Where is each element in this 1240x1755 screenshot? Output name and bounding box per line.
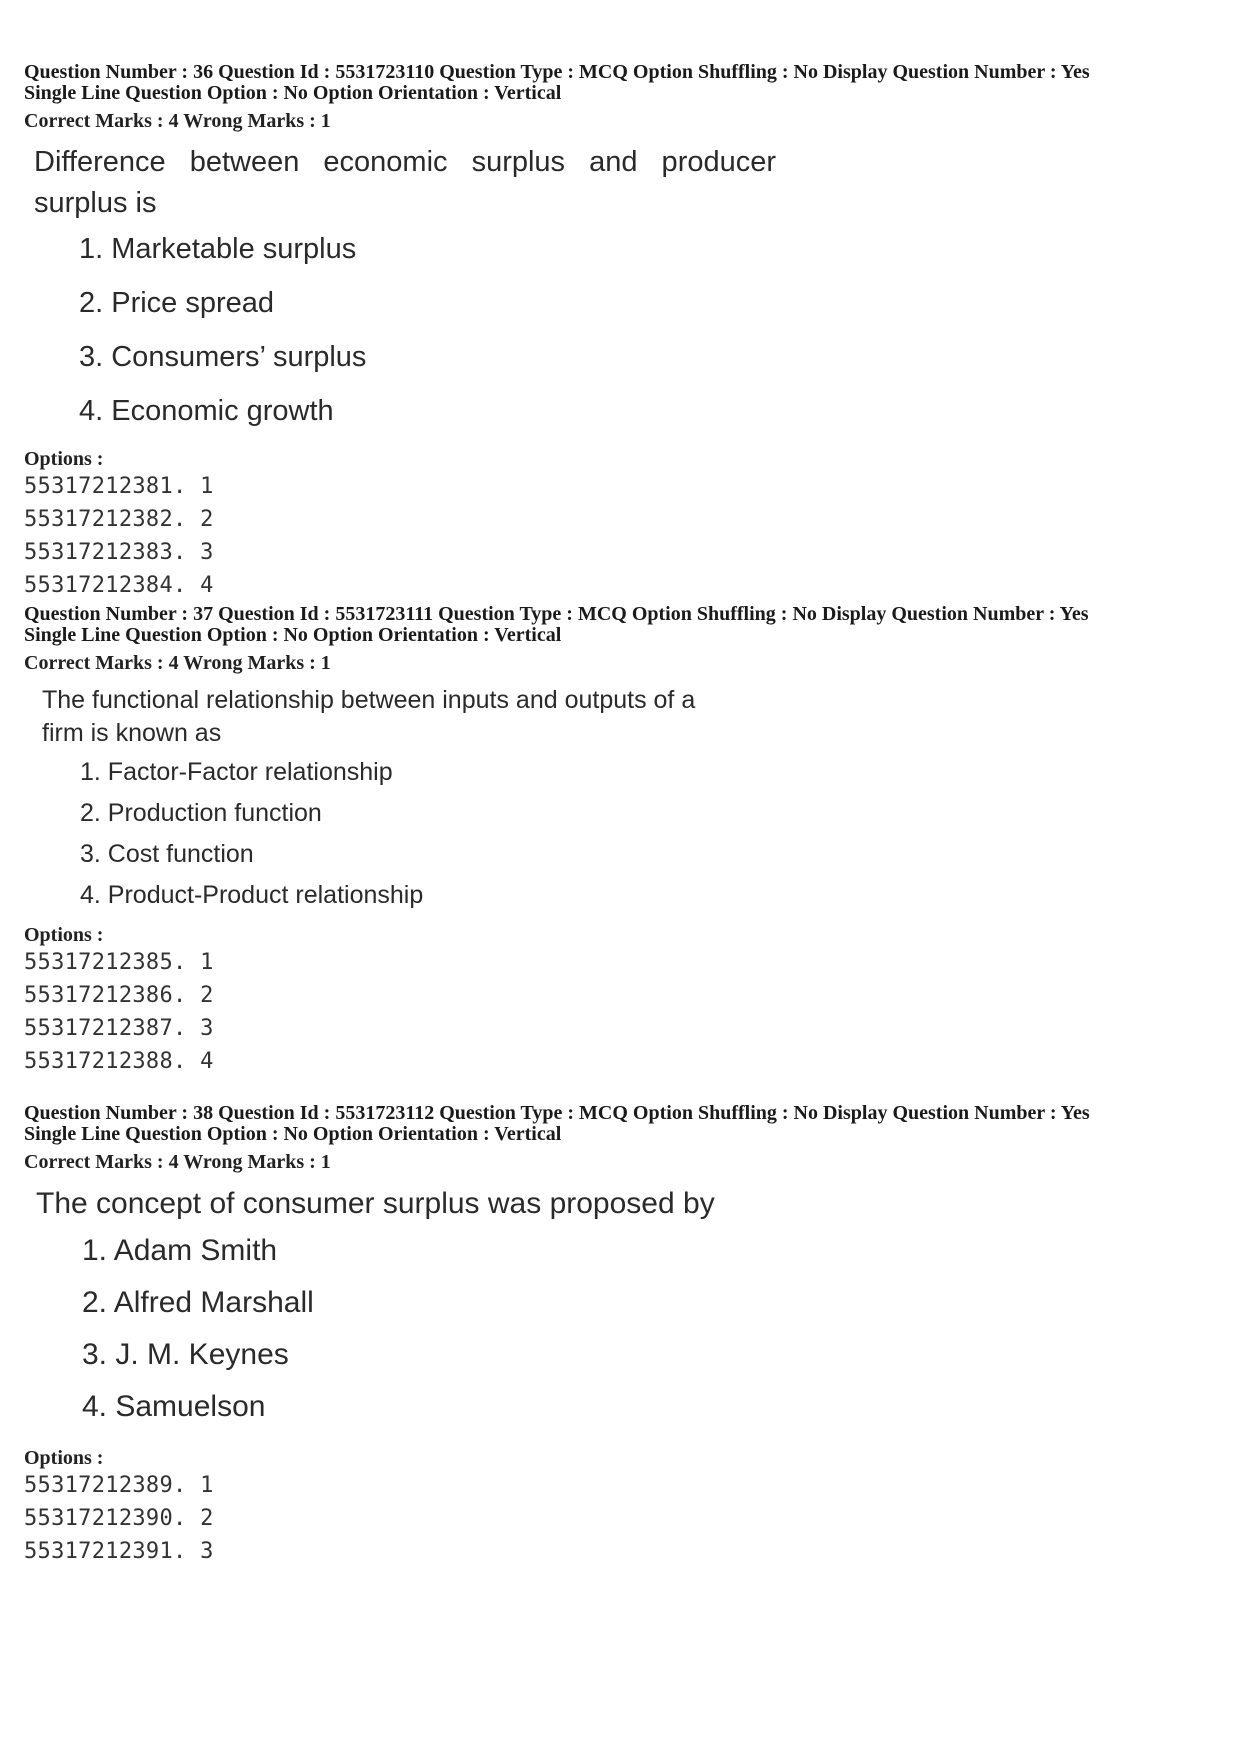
question-meta-line1: Question Number : 37 Question Id : 5531723111 Question Type : MCQ Option Shuffling : No Display Question Number : Yes <box>24 603 1089 625</box>
question-block-38 <box>24 1103 1214 1568</box>
choice-item: 2. Price spread <box>79 287 275 319</box>
choice-list <box>80 756 1214 920</box>
question-meta <box>24 604 1214 646</box>
question-text <box>36 1185 836 1223</box>
options-label: Options : <box>24 924 104 946</box>
question-meta <box>24 62 1214 104</box>
choice-item: 3. Consumers’ surplus <box>79 341 367 373</box>
choice-item: 3. Cost function <box>80 840 254 868</box>
choice-list <box>82 1233 1214 1441</box>
choice-item: 1. Factor-Factor relationship <box>80 758 393 786</box>
choice-item: 4. Product-Product relationship <box>80 881 424 909</box>
option-code-list <box>24 946 1214 1078</box>
option-code-list <box>24 1469 1214 1568</box>
choice-item: 2. Production function <box>80 799 322 827</box>
option-code: 55317212383. 3 <box>24 540 214 565</box>
question-block-36 <box>24 62 1214 602</box>
question-marks: Correct Marks : 4 Wrong Marks : 1 <box>24 110 331 132</box>
option-code: 55317212381. 1 <box>24 474 214 499</box>
option-code: 55317212384. 4 <box>24 573 214 598</box>
choice-list <box>79 232 1214 448</box>
question-text-line1: The functional relationship between inputs and outputs of a <box>42 686 696 714</box>
question-meta-line2: Single Line Question Option : No Option Orientation : Vertical <box>24 82 562 104</box>
question-text-line2: firm is known as <box>42 719 222 747</box>
question-text-line2: surplus is <box>34 187 157 219</box>
question-meta-line2: Single Line Question Option : No Option Orientation : Vertical <box>24 1123 562 1145</box>
choice-item: 1. Adam Smith <box>82 1234 278 1267</box>
option-code: 55317212389. 1 <box>24 1473 214 1498</box>
choice-item: 3. J. M. Keynes <box>82 1338 289 1371</box>
choice-item: 4. Economic growth <box>79 395 334 427</box>
question-marks: Correct Marks : 4 Wrong Marks : 1 <box>24 652 331 674</box>
option-code: 55317212390. 2 <box>24 1506 214 1531</box>
option-code-list <box>24 470 1214 602</box>
option-code: 55317212387. 3 <box>24 1016 214 1041</box>
question-text <box>42 684 742 750</box>
options-label: Options : <box>24 448 104 470</box>
choice-item: 1. Marketable surplus <box>79 233 357 265</box>
choice-item: 2. Alfred Marshall <box>82 1286 314 1319</box>
choice-item: 4. Samuelson <box>82 1390 266 1423</box>
question-meta-line2: Single Line Question Option : No Option Orientation : Vertical <box>24 624 562 646</box>
option-code: 55317212385. 1 <box>24 950 214 975</box>
question-meta <box>24 1103 1214 1145</box>
question-text <box>34 142 834 224</box>
question-marks: Correct Marks : 4 Wrong Marks : 1 <box>24 1151 331 1173</box>
option-code: 55317212382. 2 <box>24 507 214 532</box>
question-meta-line1: Question Number : 38 Question Id : 5531723112 Question Type : MCQ Option Shuffling : No Display Question Number : Yes <box>24 1102 1090 1124</box>
question-text-line1: The concept of consumer surplus was proposed by <box>36 1187 715 1220</box>
option-code: 55317212386. 2 <box>24 983 214 1008</box>
option-code: 55317212391. 3 <box>24 1539 214 1564</box>
question-text-line1: Difference between economic surplus and producer <box>34 146 777 178</box>
question-block-37 <box>24 604 1214 1078</box>
options-label: Options : <box>24 1447 104 1469</box>
option-code: 55317212388. 4 <box>24 1049 214 1074</box>
question-meta-line1: Question Number : 36 Question Id : 5531723110 Question Type : MCQ Option Shuffling : No Display Question Number : Yes <box>24 61 1090 83</box>
